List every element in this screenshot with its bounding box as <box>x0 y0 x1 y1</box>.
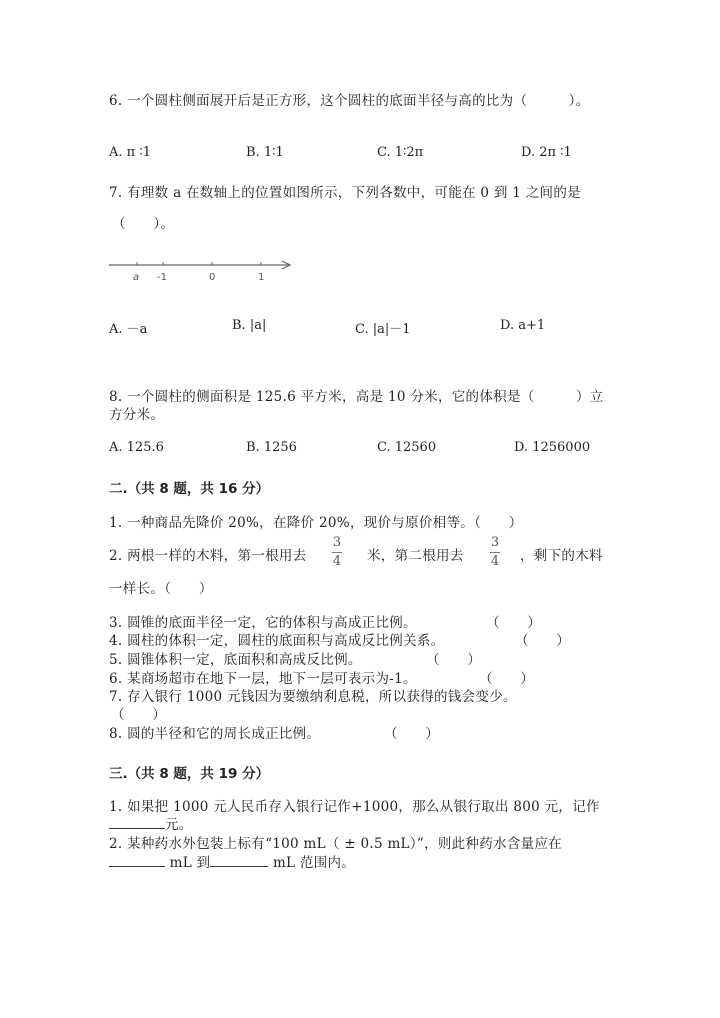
s2-item-5-answer-paren: （ ） <box>426 652 482 668</box>
s2-item-2-part-b: 米，第二根用去 <box>367 548 464 564</box>
q7-option-c: C. |a|－1 <box>355 322 411 337</box>
number-line-diagram <box>105 255 300 285</box>
q6-option-d: D. 2π ∶1 <box>521 145 572 160</box>
q6-option-b: B. 1∶1 <box>246 145 284 160</box>
number-line-label-neg1: -1 <box>157 272 167 283</box>
fraction-bar <box>332 552 342 553</box>
s3-item-2-line2 <box>109 851 355 871</box>
q8-option-d: D. 1256000 <box>514 440 591 455</box>
s2-item-6: 6. 某商场超市在地下一层，地下一层可表示为-1。 <box>109 671 417 687</box>
s2-item-2-fraction-1 <box>332 535 342 570</box>
question-7-stem: 7. 有理数 a 在数轴上的位置如图所示，下列各数中，可能在 0 到 1 之间的是 <box>109 185 581 201</box>
s2-item-7: 7. 存入银行 1000 元钱因为要缴纳利息税，所以获得的钱会变少。 <box>109 689 517 705</box>
q7-option-b: B. |a| <box>232 318 267 333</box>
s2-item-3-answer-paren: （ ） <box>486 615 542 631</box>
section-3-title: 三.（共 8 题，共 19 分） <box>109 766 270 782</box>
q7-option-d: D. a+1 <box>500 318 546 333</box>
fraction-bar <box>490 552 500 553</box>
answer-blank-lower[interactable] <box>109 854 165 867</box>
s2-item-4: 4. 圆柱的体积一定，圆柱的底面积与高成反比例关系。 <box>109 633 445 649</box>
question-6-stem: 6. 一个圆柱侧面展开后是正方形，这个圆柱的底面半径与高的比为（ ）。 <box>109 93 590 109</box>
section-2-title: 二.（共 8 题，共 16 分） <box>109 481 270 497</box>
fraction-denominator: 4 <box>490 554 500 569</box>
s3-item-2-unit-1: mL 到 <box>169 855 211 871</box>
question-7-stem-line2: （ ）。 <box>112 216 175 232</box>
q8-option-b: B. 1256 <box>246 440 297 455</box>
s3-item-1: 1. 如果把 1000 元人民币存入银行记作+1000，那么从银行取出 800 元，记作 <box>109 799 600 815</box>
s2-item-2-part-d: 一样长。（ ） <box>109 581 213 597</box>
s3-item-1-line2 <box>109 813 193 833</box>
q8-option-c: C. 12560 <box>377 440 437 455</box>
s2-item-8-answer-paren: （ ） <box>384 726 440 742</box>
number-line-label-1: 1 <box>258 272 265 283</box>
fraction-denominator: 4 <box>332 554 342 569</box>
q6-option-a: A. π ∶1 <box>109 145 151 160</box>
s2-item-1: 1. 一种商品先降价 20%，在降价 20%，现价与原价相等。（ ） <box>109 515 523 531</box>
s2-item-8: 8. 圆的半径和它的周长成正比例。 <box>109 726 321 742</box>
s2-item-5: 5. 圆锥体积一定，底面积和高成反比例。 <box>109 652 362 668</box>
q6-option-c: C. 1∶2π <box>377 145 424 160</box>
s2-item-2-fraction-2 <box>490 535 500 570</box>
q8-option-a: A. 125.6 <box>109 440 164 455</box>
answer-blank-upper[interactable] <box>210 854 268 867</box>
fraction-numerator: 3 <box>490 535 500 550</box>
s2-item-3: 3. 圆锥的底面半径一定，它的体积与高成正比例。 <box>109 615 417 631</box>
q7-option-a: A. －a <box>109 322 148 337</box>
s3-item-2: 2. 某种药水外包装上标有“100 mL（ ± 0.5 mL）”，则此种药水含量应在 <box>109 836 563 852</box>
s2-item-4-answer-paren: （ ） <box>515 633 571 649</box>
s2-item-2-part-c: ，剩下的木料 <box>520 548 603 564</box>
s2-item-6-answer-paren: （ ） <box>479 671 535 687</box>
s2-item-7-answer-paren: （ ） <box>111 707 167 723</box>
number-line-label-0: 0 <box>209 272 216 283</box>
fraction-numerator: 3 <box>332 535 342 550</box>
s3-item-1-unit: 元。 <box>165 817 193 833</box>
s2-item-2-part-a: 2. 两根一样的木料，第一根用去 <box>109 548 307 564</box>
number-line-label-a: a <box>133 272 140 283</box>
s3-item-2-unit-2: mL 范围内。 <box>272 855 356 871</box>
question-8-stem: 8. 一个圆柱的侧面积是 125.6 平方米，高是 10 分米，它的体积是（ ）立 <box>109 389 604 405</box>
answer-blank[interactable] <box>109 816 165 829</box>
question-8-stem-line2: 方分米。 <box>109 407 165 423</box>
